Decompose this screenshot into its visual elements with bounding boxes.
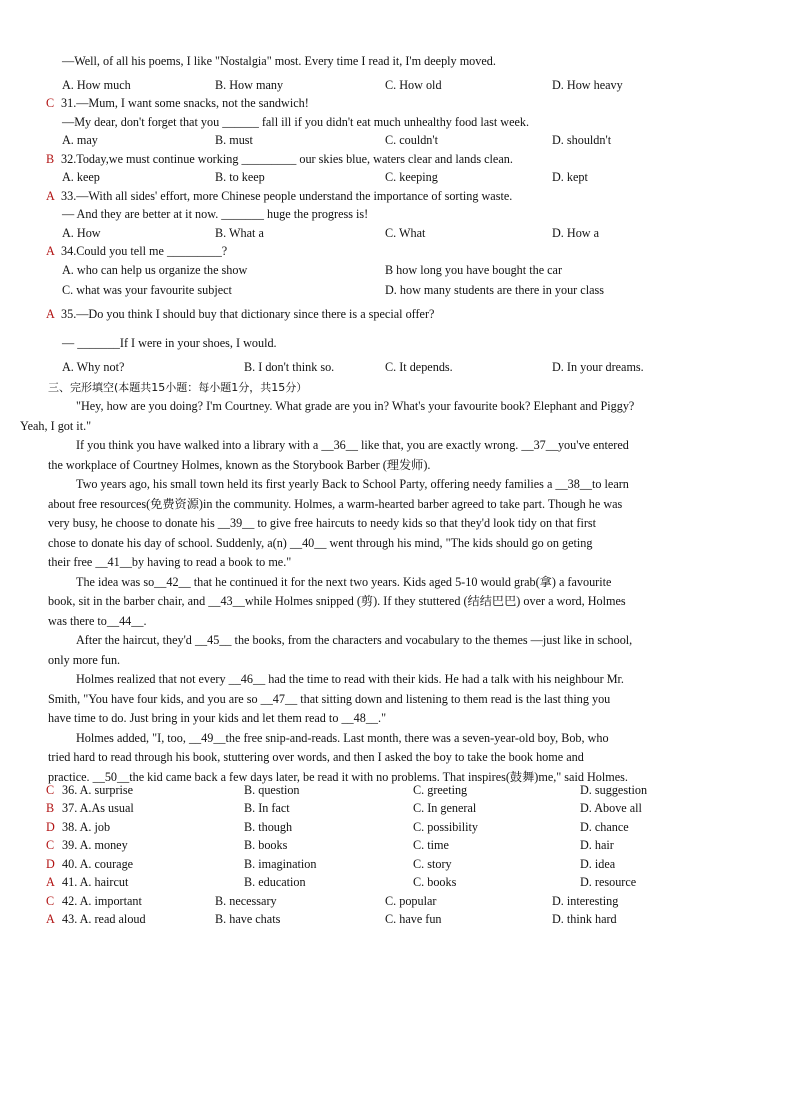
answer-mark: A (46, 189, 55, 203)
option-d: D. resource (580, 875, 637, 889)
option-c: C. What (385, 226, 426, 240)
option-d: D. chance (580, 820, 629, 834)
option-b: B. imagination (244, 857, 317, 871)
option-a: A. How much (62, 78, 131, 92)
passage-line: the workplace of Courtney Holmes, known as the Storybook Barber (理发师). (48, 457, 431, 472)
option-a: 43. A. read aloud (62, 912, 146, 926)
paragraph (48, 670, 708, 729)
passage-line: only more fun. (48, 652, 121, 667)
option-d: D. how many students are there in your class (385, 283, 604, 297)
option-c: C. story (413, 857, 452, 871)
option-d: D. idea (580, 857, 616, 871)
answer-mark: C (46, 96, 55, 110)
passage-line: book, sit in the barber chair, and __43__while Holmes snipped (剪). If they stuttered (结结巴巴) over a word, Holmes (48, 594, 626, 608)
option-b: B. education (244, 875, 306, 889)
answer-mark: A (46, 875, 55, 889)
option-d: D. How a (552, 226, 600, 240)
question-line: —My dear, don't forget that you ______ fall ill if you didn't eat much unhealthy food last week. (62, 115, 530, 129)
option-a: A. may (62, 133, 98, 147)
option-c: C. keeping (385, 170, 438, 184)
passage-line: practice. __50__the kid came back a few days later, be read it with no problems. That inspires(鼓舞)me," said Holmes. (48, 769, 628, 784)
passage-line: After the haircut, they'd __45__ the books, from the characters and vocabulary to the themes —just like in school, (76, 633, 633, 647)
option-c: C. possibility (413, 820, 479, 834)
option-a: 41. A. haircut (62, 875, 129, 889)
option-d: D. shouldn't (552, 133, 612, 147)
option-c: C. How old (385, 78, 442, 92)
question-line: 31.—Mum, I want some snacks, not the sandwich! (61, 96, 309, 110)
option-d: D. suggestion (580, 783, 648, 797)
option-d: D. hair (580, 838, 614, 852)
option-a: 38. A. job (62, 820, 111, 834)
passage-line: The idea was so__42__ that he continued it for the next two years. Kids aged 5-10 would grab(拿) a favourite (76, 574, 612, 589)
question-line: —Well, of all his poems, I like "Nostalgia" most. Every time I read it, I'm deeply moved. (62, 54, 496, 68)
option-c: C. In general (413, 801, 477, 815)
option-d: D. How heavy (552, 78, 623, 92)
option-b: B. What a (215, 226, 264, 240)
option-c: C. books (413, 875, 457, 889)
option-a: A. keep (62, 170, 100, 184)
question-line: — _______If I were in your shoes, I would. (62, 336, 277, 350)
answer-mark: C (46, 783, 55, 797)
option-a: 42. A. important (62, 894, 142, 908)
passage-line: about free resources(免费资源)in the community. Holmes, a warm-hearted barber agreed to take part. Though he was (48, 496, 623, 511)
option-b: B. have chats (215, 912, 281, 926)
option-b: B how long you have bought the car (385, 263, 563, 277)
option-c: C. It depends. (385, 360, 453, 374)
answer-mark: D (46, 857, 55, 871)
paragraph (20, 397, 708, 436)
option-c: C. time (413, 838, 449, 852)
paragraph (48, 436, 708, 475)
answer-mark: A (46, 307, 55, 321)
option-d: D. In your dreams. (552, 360, 644, 374)
question-line: 35.—Do you think I should buy that dictionary since there is a special offer? (61, 307, 435, 321)
passage-line: "Hey, how are you doing? I'm Courtney. What grade are you in? What's your favourite book? Elephant and Piggy? (76, 399, 635, 413)
paragraph (48, 631, 708, 670)
option-b: B. I don't think so. (244, 360, 335, 374)
answer-mark: A (46, 244, 55, 258)
answer-mark: B (46, 801, 55, 815)
option-a: A. How (62, 226, 101, 240)
answer-mark: A (46, 912, 55, 926)
question-line: 32.Today,we must continue working _________ our skies blue, waters clear and lands clean. (61, 152, 513, 166)
option-b: B. question (244, 783, 300, 797)
question-line: — And they are better at it now. _______ huge the progress is! (62, 207, 369, 221)
passage-line: have time to do. Just bring in your kids and let them read to __48__." (48, 711, 387, 725)
passage-line: very busy, he choose to donate his __39__ to give free haircuts to needy kids so that they'd look tidy on that first (48, 516, 597, 530)
option-a: 36. A. surprise (62, 783, 134, 797)
option-b: B. necessary (215, 894, 277, 908)
option-c: C. what was your favourite subject (62, 283, 232, 297)
paragraph (48, 475, 708, 573)
option-d: D. think hard (552, 912, 617, 926)
passage-line: chose to donate his day of school. Suddenly, a(n) __40__ went through his mind, "The kids should go on geting (48, 535, 593, 550)
option-c: C. greeting (413, 783, 468, 797)
option-a: 39. A. money (62, 838, 128, 852)
answer-mark: C (46, 894, 55, 908)
passage-line: Smith, "You have four kids, and you are so __47__ that sitting down and listening to them read is the last thing you (48, 691, 611, 706)
passage-line: If you think you have walked into a library with a __36__ like that, you are exactly wrong. __37__you've entered (76, 438, 629, 452)
option-b: B. How many (215, 78, 284, 92)
option-b: B. though (244, 820, 293, 834)
option-a: A. who can help us organize the show (62, 263, 248, 277)
passage-line: Yeah, I got it." (20, 418, 92, 433)
option-a: A. Why not? (62, 360, 125, 374)
option-d: D. interesting (552, 894, 619, 908)
paragraph (48, 573, 708, 632)
option-b: B. In fact (244, 801, 290, 815)
answer-mark: B (46, 152, 55, 166)
option-a: 40. A. courage (62, 857, 134, 871)
question-line: 34.Could you tell me _________? (61, 244, 228, 258)
answer-mark: D (46, 820, 55, 834)
option-b: B. to keep (215, 170, 265, 184)
passage-line: Holmes realized that not every __46__ had the time to read with their kids. He had a talk with his neighbour Mr. (76, 672, 624, 686)
option-d: D. kept (552, 170, 588, 184)
option-c: C. couldn't (385, 133, 438, 147)
passage-line: Two years ago, his small town held its first yearly Back to School Party, offering needy families a __38__to learn (76, 477, 629, 491)
question-line: 33.—With all sides' effort, more Chinese people understand the importance of sorting waste. (61, 189, 513, 203)
option-d: D. Above all (580, 801, 642, 815)
option-b: B. books (244, 838, 288, 852)
passage-line: their free __41__by having to read a book to me." (48, 555, 292, 569)
option-c: C. popular (385, 894, 437, 908)
option-a: 37. A.As usual (62, 801, 134, 815)
option-b: B. must (215, 133, 253, 147)
option-c: C. have fun (385, 912, 442, 926)
passage-line: Holmes added, "I, too, __49__the free snip-and-reads. Last month, there was a seven-year-old boy, Bob, who (76, 730, 609, 745)
cloze-passage (20, 397, 708, 787)
passage-line: was there to__44__. (48, 613, 147, 628)
passage-line: tried hard to read through his book, stuttering over words, and then I asked the boy to take the book home and (48, 750, 584, 764)
paragraph (48, 729, 708, 788)
section-title: 三、完形填空(本题共15小题：每小题1分，共15分） (48, 381, 308, 394)
answer-mark: C (46, 838, 55, 852)
